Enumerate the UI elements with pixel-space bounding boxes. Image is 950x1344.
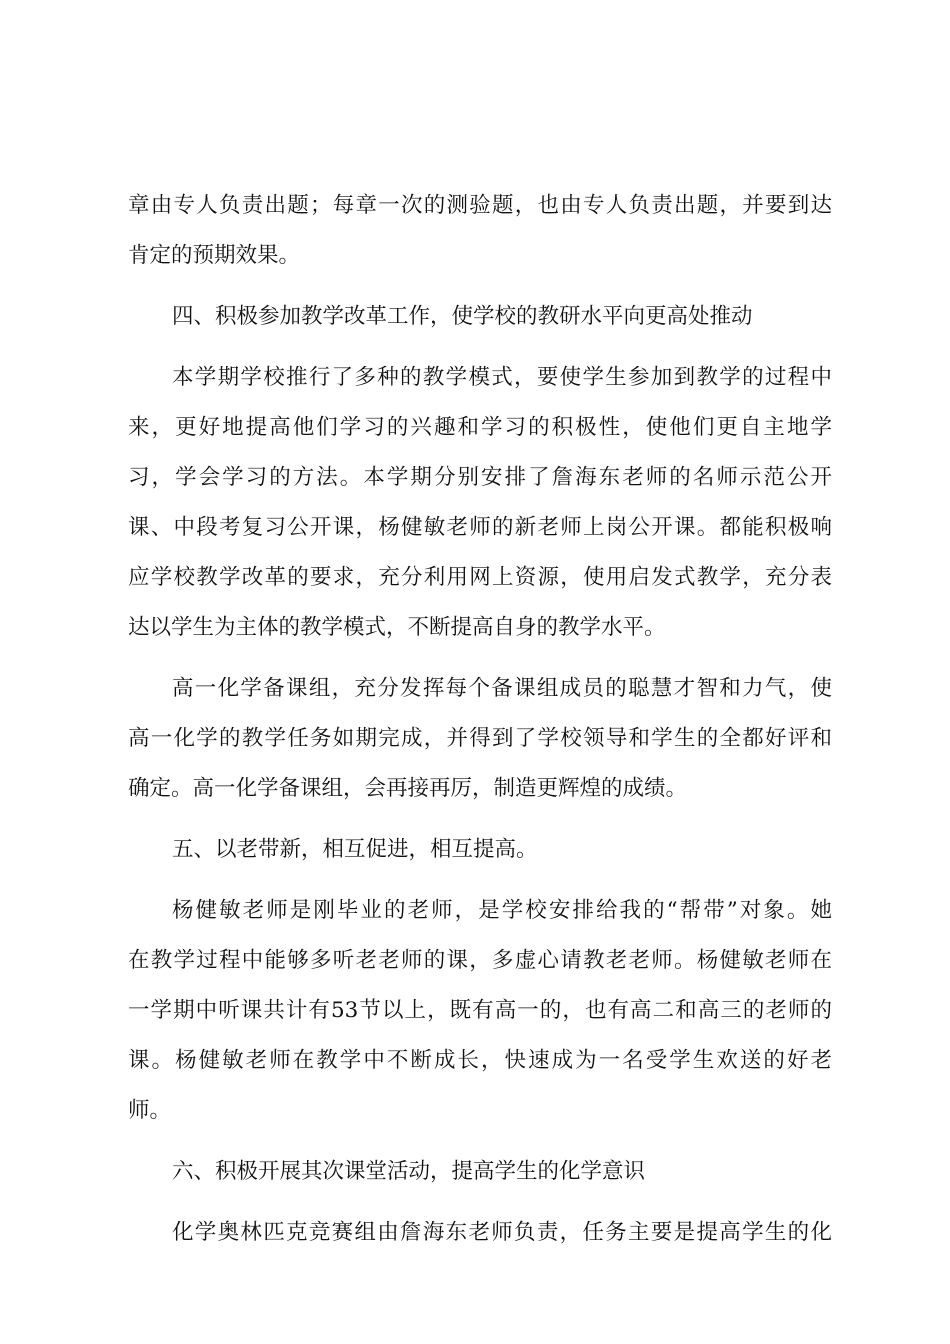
paragraph-line: 应学校教学改革的要求，充分利用网上资源，使用启发式教学，充分表 <box>128 565 832 590</box>
paragraph-line: 化学奥林匹克竞赛组由詹海东老师负责，任务主要是提高学生的化 <box>172 1220 832 1245</box>
paragraph-line: 确定。高一化学备课组，会再接再厉，制造更辉煌的成绩。 <box>128 776 688 801</box>
paragraph-line: 课、中段考复习公开课，杨健敏老师的新老师上岗公开课。都能积极响 <box>128 515 832 540</box>
paragraph-line: 达以学生为主体的教学模式，不断提高自身的教学水平。 <box>128 615 666 640</box>
paragraph-line: 来，更好地提高他们学习的兴趣和学习的积极性，使他们更自主地学 <box>128 415 832 440</box>
paragraph-line: 肯定的预期效果。 <box>128 243 301 268</box>
paragraph-line: 在教学过程中能够多听老老师的课，多虚心请教老老师。杨健敏老师在 <box>128 948 832 973</box>
paragraph-line: 高一化学备课组，充分发挥每个备课组成员的聪慧才智和力气，使 <box>172 676 832 701</box>
paragraph-line: 师。 <box>128 1098 172 1123</box>
paragraph-line: 本学期学校推行了多种的教学模式，要使学生参加到教学的过程中 <box>172 365 832 390</box>
section-heading-6: 六、积极开展其次课堂活动，提高学生的化学意识 <box>172 1159 646 1184</box>
paragraph-line: 杨健敏老师是刚毕业的老师，是学校安排给我的“帮带”对象。她 <box>172 898 832 923</box>
paragraph-line: 课。杨健敏老师在教学中不断成长，快速成为一名受学生欢送的好老 <box>128 1048 832 1073</box>
paragraph-line: 高一化学的教学任务如期完成，并得到了学校领导和学生的全都好评和 <box>128 726 832 751</box>
paragraph-line: 习，学会学习的方法。本学期分别安排了詹海东老师的名师示范公开 <box>128 465 832 490</box>
paragraph-line: 章由专人负责出题；每章一次的测验题，也由专人负责出题，并要到达 <box>128 193 832 218</box>
paragraph-line: 一学期中听课共计有53节以上，既有高一的，也有高二和高三的老师的 <box>128 998 832 1023</box>
section-heading-4: 四、积极参加教学改革工作，使学校的教研水平向更高处推动 <box>172 304 753 329</box>
body-text <box>128 181 832 1258</box>
section-heading-5: 五、以老带新，相互促进，相互提高。 <box>172 837 538 862</box>
